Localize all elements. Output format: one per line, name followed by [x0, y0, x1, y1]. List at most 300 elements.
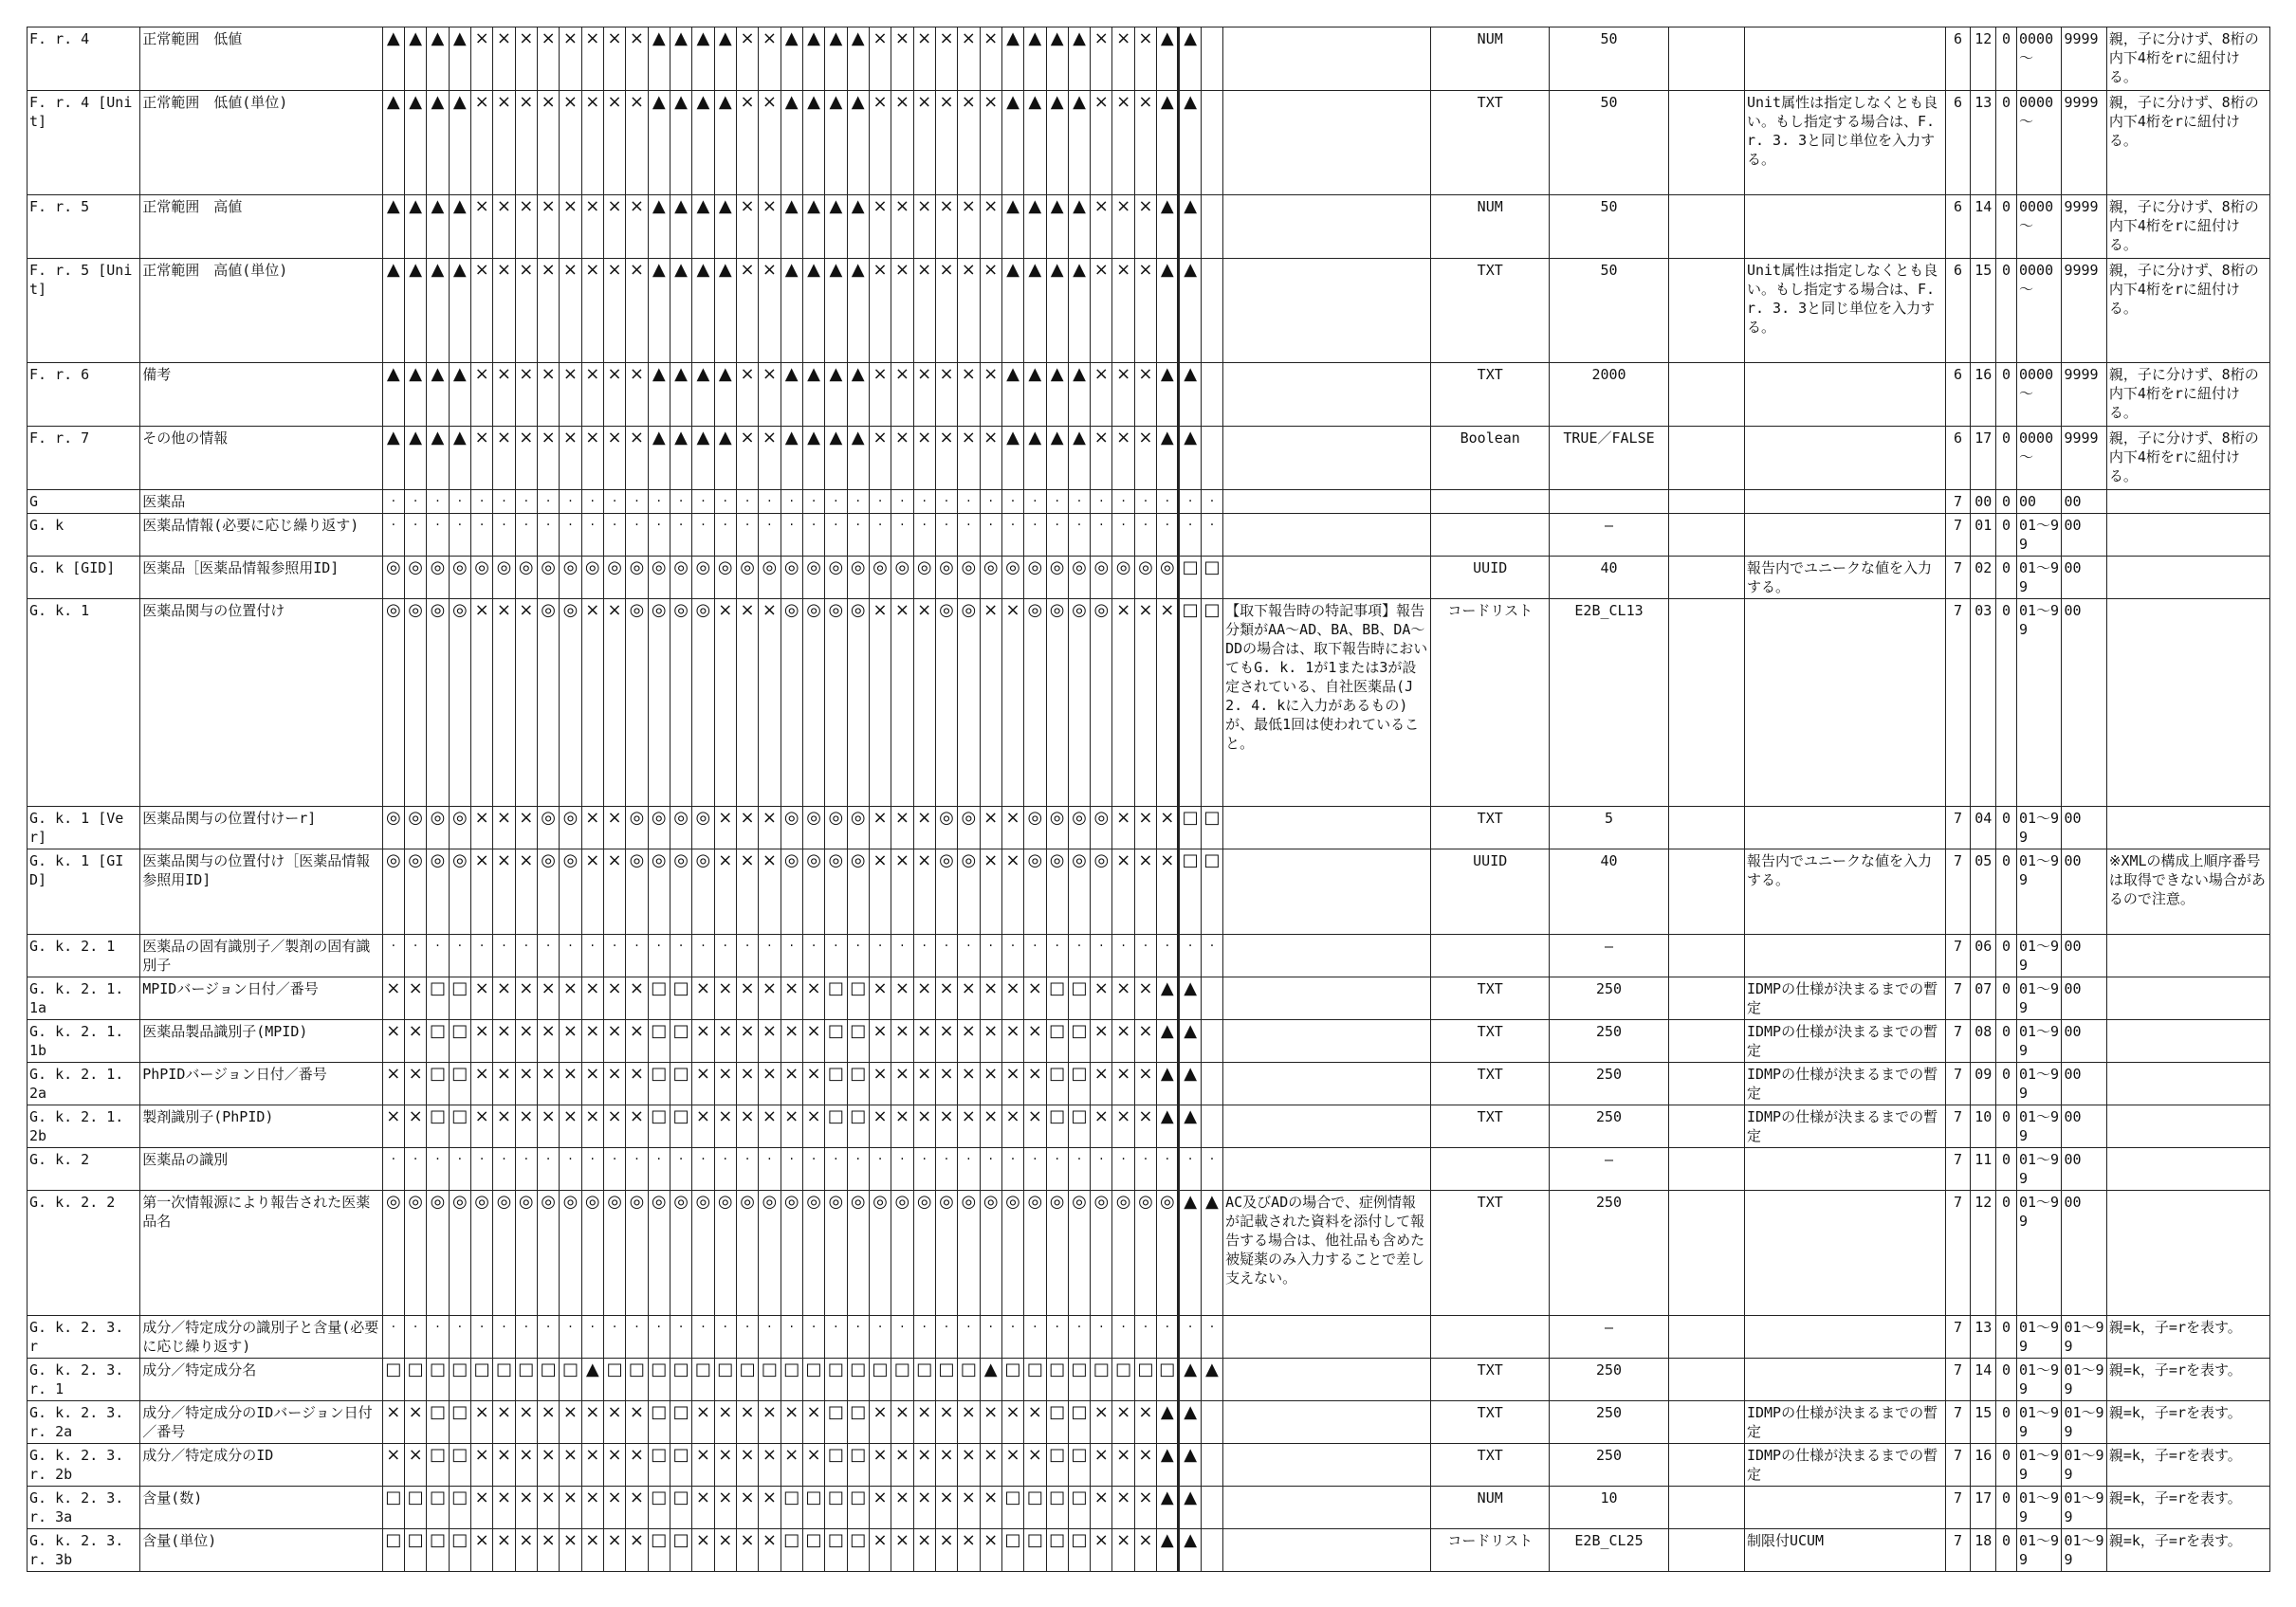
length-cell: —	[1550, 514, 1668, 557]
requirement-mark-cell: ×	[891, 1105, 913, 1148]
requirement-mark-cell: ▲	[648, 91, 670, 195]
requirement-mark-cell: ×	[626, 1105, 648, 1148]
requirement-mark-cell: ×	[515, 91, 537, 195]
requirement-mark-cell: ·	[670, 935, 691, 977]
data-type-cell: UUID	[1431, 557, 1550, 599]
requirement-mark-cell: ×	[1134, 1444, 1156, 1487]
note-cell	[1223, 977, 1431, 1020]
requirement-mark-cell: ◎	[1024, 1191, 1046, 1316]
requirement-mark-cell: ▲	[427, 27, 449, 91]
requirement-mark-cell: ×	[603, 849, 625, 935]
requirement-mark-cell: ×	[891, 1487, 913, 1529]
requirement-mark-cell: ×	[891, 1020, 913, 1063]
requirement-mark-cell: ▲	[670, 91, 691, 195]
remarks-cell	[1744, 27, 1945, 91]
requirement-mark-cell: ×	[603, 977, 625, 1020]
note-cell	[1223, 514, 1431, 557]
requirement-mark-cell: ·	[802, 935, 824, 977]
requirement-mark-cell: ◎	[537, 557, 559, 599]
requirement-mark-cell: ×	[980, 91, 1001, 195]
note-cell	[1223, 935, 1431, 977]
requirement-mark-cell: ×	[470, 1105, 492, 1148]
requirement-mark-cell: ◎	[802, 849, 824, 935]
requirement-mark-cell: ·	[404, 490, 426, 514]
requirement-mark-cell: ×	[537, 1020, 559, 1063]
length-cell: 250	[1550, 1063, 1668, 1105]
requirement-mark-cell: ◎	[382, 807, 404, 849]
requirement-mark-cell: □	[802, 1359, 824, 1401]
requirement-mark-cell: ·	[515, 1316, 537, 1359]
requirement-mark-cell: ×	[537, 195, 559, 259]
requirement-mark-cell: ×	[891, 1444, 913, 1487]
item-code-cell: G. k. 2. 3. r. 2a	[28, 1401, 140, 1444]
requirement-mark-cell: ·	[1068, 490, 1090, 514]
requirement-mark-cell: ·	[759, 1316, 781, 1359]
requirement-mark-cell: ◎	[581, 1191, 603, 1316]
requirement-mark-cell: ▲	[670, 195, 691, 259]
number-cell-3: 0	[1996, 599, 2017, 807]
requirement-mark-cell: ×	[891, 977, 913, 1020]
requirement-mark-cell: ▲	[825, 91, 847, 195]
requirement-mark-cell: □	[449, 1444, 470, 1487]
requirement-mark-cell	[1201, 195, 1222, 259]
requirement-mark-cell: ×	[958, 1063, 980, 1105]
requirement-mark-cell: ▲	[1157, 977, 1179, 1020]
requirement-mark-cell: □	[560, 1359, 581, 1401]
requirement-mark-cell: ·	[537, 490, 559, 514]
requirement-mark-cell: ·	[404, 1316, 426, 1359]
requirement-mark-cell: ×	[537, 1529, 559, 1572]
requirement-mark-cell: ×	[736, 1487, 758, 1529]
requirement-mark-cell: ×	[736, 1105, 758, 1148]
requirement-mark-cell: ◎	[560, 557, 581, 599]
requirement-mark-cell: ·	[560, 1148, 581, 1191]
number-cell-2: 02	[1971, 557, 1996, 599]
requirement-mark-cell: ▲	[1157, 1487, 1179, 1529]
requirement-mark-cell: ▲	[581, 1359, 603, 1401]
number-cell-2: 16	[1971, 363, 1996, 427]
requirement-mark-cell: ×	[626, 427, 648, 490]
requirement-mark-cell: ×	[759, 363, 781, 427]
requirement-mark-cell: ▲	[1179, 1401, 1201, 1444]
comment-cell	[2106, 1063, 2269, 1105]
requirement-mark-cell: □	[670, 1401, 691, 1444]
range-cell-1: 01～99	[2017, 1529, 2062, 1572]
requirement-mark-cell: ·	[891, 1316, 913, 1359]
remarks-cell	[1744, 490, 1945, 514]
remarks-cell: Unit属性は指定しなくとも良い。もし指定する場合は、F. r. 3. 3と同じ単位を入力する。	[1744, 91, 1945, 195]
requirement-mark-cell: ×	[560, 195, 581, 259]
length-cell: 50	[1550, 195, 1668, 259]
range-cell-1: 01～99	[2017, 1316, 2062, 1359]
requirement-mark-cell: ▲	[670, 427, 691, 490]
requirement-mark-cell: ×	[869, 599, 891, 807]
requirement-mark-cell: ×	[980, 259, 1001, 363]
requirement-mark-cell: ◎	[825, 1191, 847, 1316]
requirement-mark-cell: ×	[581, 1444, 603, 1487]
requirement-mark-cell: ·	[1179, 1316, 1201, 1359]
requirement-mark-cell: ×	[1157, 599, 1179, 807]
remarks-cell: 報告内でユニークな値を入力する。	[1744, 849, 1945, 935]
item-name-cell: その他の情報	[140, 427, 382, 490]
remarks-cell: IDMPの仕様が決まるまでの暫定	[1744, 1105, 1945, 1148]
requirement-mark-cell: ▲	[1024, 27, 1046, 91]
note-cell	[1223, 1444, 1431, 1487]
item-code-cell: G. k. 1	[28, 599, 140, 807]
requirement-mark-cell: ◎	[692, 557, 714, 599]
requirement-mark-cell: ×	[1134, 1105, 1156, 1148]
requirement-mark-cell: ×	[781, 1401, 802, 1444]
requirement-mark-cell: □	[648, 1105, 670, 1148]
requirement-mark-cell: ▲	[1157, 91, 1179, 195]
number-cell-1: 7	[1945, 1401, 1971, 1444]
remarks-cell	[1744, 807, 1945, 849]
requirement-mark-cell: ◎	[1157, 557, 1179, 599]
number-cell-1: 6	[1945, 427, 1971, 490]
requirement-mark-cell: ◎	[802, 599, 824, 807]
requirement-mark-cell: □	[1046, 1105, 1068, 1148]
requirement-mark-cell: ×	[493, 1020, 515, 1063]
requirement-mark-cell: ▲	[1179, 1020, 1201, 1063]
requirement-mark-cell: ◎	[1068, 557, 1090, 599]
requirement-mark-cell: ◎	[891, 557, 913, 599]
requirement-mark-cell: ·	[736, 935, 758, 977]
requirement-mark-cell: ·	[1157, 514, 1179, 557]
requirement-mark-cell: ·	[581, 935, 603, 977]
range-cell-1: 0000～	[2017, 27, 2062, 91]
length-cell: 250	[1550, 1020, 1668, 1063]
requirement-mark-cell: ×	[980, 977, 1001, 1020]
number-cell-2: 14	[1971, 195, 1996, 259]
requirement-mark-cell: ×	[493, 1105, 515, 1148]
requirement-mark-cell: □	[1001, 1359, 1023, 1401]
requirement-mark-cell: ·	[847, 514, 869, 557]
requirement-mark-cell: ·	[869, 1316, 891, 1359]
requirement-mark-cell: ▲	[449, 259, 470, 363]
requirement-mark-cell: ×	[560, 427, 581, 490]
requirement-mark-cell: ×	[958, 427, 980, 490]
requirement-mark-cell: ×	[404, 977, 426, 1020]
requirement-mark-cell: ◎	[1134, 1191, 1156, 1316]
requirement-mark-cell: □	[1201, 557, 1222, 599]
requirement-mark-cell: ×	[537, 1105, 559, 1148]
requirement-mark-cell: ×	[736, 427, 758, 490]
requirement-mark-cell: ×	[869, 1444, 891, 1487]
comment-cell: ※XMLの構成上順序番号は取得できない場合があるので注意。	[2106, 849, 2269, 935]
requirement-mark-cell: ◎	[935, 849, 957, 935]
data-type-cell: TXT	[1431, 1359, 1550, 1401]
requirement-mark-cell: ◎	[537, 849, 559, 935]
requirement-mark-cell: ·	[781, 490, 802, 514]
item-code-cell: G. k. 2. 3. r. 3a	[28, 1487, 140, 1529]
requirement-mark-cell: ◎	[847, 849, 869, 935]
requirement-mark-cell: □	[1068, 1487, 1090, 1529]
requirement-mark-cell: ×	[714, 1105, 736, 1148]
length-cell: 250	[1550, 977, 1668, 1020]
requirement-mark-cell: ▲	[781, 91, 802, 195]
range-cell-2: 00	[2062, 935, 2106, 977]
requirement-mark-cell: ×	[980, 363, 1001, 427]
requirement-mark-cell: ▲	[427, 427, 449, 490]
requirement-mark-cell: ×	[1091, 1444, 1112, 1487]
requirement-mark-cell: ×	[626, 1063, 648, 1105]
requirement-mark-cell: ◎	[891, 1191, 913, 1316]
requirement-mark-cell: □	[427, 1063, 449, 1105]
comment-cell: 親=k，子=rを表す。	[2106, 1444, 2269, 1487]
requirement-mark-cell: □	[1068, 1063, 1090, 1105]
requirement-mark-cell: ◎	[1046, 557, 1068, 599]
requirement-mark-cell: □	[427, 977, 449, 1020]
requirement-mark-cell: ×	[958, 259, 980, 363]
requirement-mark-cell: □	[493, 1359, 515, 1401]
range-cell-1: 01～99	[2017, 1444, 2062, 1487]
requirement-mark-cell: ·	[382, 1316, 404, 1359]
requirement-mark-cell: ◎	[404, 849, 426, 935]
number-cell-2: 16	[1971, 1444, 1996, 1487]
requirement-mark-cell: □	[648, 1063, 670, 1105]
data-type-cell: TXT	[1431, 91, 1550, 195]
requirement-mark-cell: ▲	[1201, 1359, 1222, 1401]
length-cell	[1550, 490, 1668, 514]
requirement-mark-cell: ◎	[560, 807, 581, 849]
remarks-cell: IDMPの仕様が決まるまでの暫定	[1744, 977, 1945, 1020]
requirement-mark-cell: ·	[1112, 490, 1134, 514]
requirement-mark-cell: ◎	[515, 1191, 537, 1316]
range-cell-2: 01～99	[2062, 1316, 2106, 1359]
item-name-cell: 医薬品の識別	[140, 1148, 382, 1191]
requirement-mark-cell: ◎	[626, 849, 648, 935]
comment-cell: 親，子に分けず、8桁の内下4桁をrに紐付ける。	[2106, 195, 2269, 259]
requirement-mark-cell: ×	[470, 849, 492, 935]
requirement-mark-cell: ◎	[537, 1191, 559, 1316]
requirement-mark-cell: ×	[470, 363, 492, 427]
requirement-mark-cell: ·	[847, 490, 869, 514]
requirement-mark-cell: ·	[736, 1316, 758, 1359]
requirement-mark-cell: ×	[1134, 363, 1156, 427]
number-cell-3: 0	[1996, 363, 2017, 427]
item-code-cell: G. k. 2. 1	[28, 935, 140, 977]
requirement-mark-cell: ·	[847, 935, 869, 977]
requirement-mark-cell: □	[1068, 1359, 1090, 1401]
requirement-mark-cell: ▲	[1068, 195, 1090, 259]
requirement-mark-cell: ×	[781, 1063, 802, 1105]
requirement-mark-cell: ▲	[1001, 91, 1023, 195]
requirement-mark-cell: ×	[692, 1529, 714, 1572]
requirement-mark-cell: ×	[714, 1401, 736, 1444]
requirement-mark-cell: ·	[537, 935, 559, 977]
requirement-mark-cell: ▲	[427, 91, 449, 195]
requirement-mark-cell: ×	[869, 1105, 891, 1148]
requirement-mark-cell: ·	[1112, 514, 1134, 557]
requirement-mark-cell: □	[825, 1444, 847, 1487]
range-cell-2: 01～99	[2062, 1444, 2106, 1487]
item-code-cell: G. k. 2	[28, 1148, 140, 1191]
range-cell-1: 0000～	[2017, 195, 2062, 259]
number-cell-1: 7	[1945, 1191, 1971, 1316]
item-code-cell: F. r. 5	[28, 195, 140, 259]
table-row	[28, 1063, 2270, 1105]
note-cell	[1223, 363, 1431, 427]
item-code-cell: G. k. 2. 3. r. 2b	[28, 1444, 140, 1487]
number-cell-3: 0	[1996, 27, 2017, 91]
requirement-mark-cell: ×	[913, 91, 935, 195]
requirement-mark-cell: ·	[781, 935, 802, 977]
number-cell-2: 17	[1971, 427, 1996, 490]
range-cell-2: 00	[2062, 514, 2106, 557]
requirement-mark-cell: □	[847, 1529, 869, 1572]
requirement-mark-cell: ◎	[449, 849, 470, 935]
length-cell: 250	[1550, 1401, 1668, 1444]
requirement-mark-cell: ◎	[935, 1191, 957, 1316]
requirement-mark-cell: ·	[825, 1316, 847, 1359]
requirement-mark-cell: ·	[515, 1148, 537, 1191]
requirement-mark-cell: ·	[1134, 1148, 1156, 1191]
requirement-mark-cell: ×	[980, 849, 1001, 935]
requirement-mark-cell: ×	[1091, 259, 1112, 363]
requirement-mark-cell: □	[958, 1359, 980, 1401]
requirement-mark-cell: ▲	[1179, 195, 1201, 259]
requirement-mark-cell: ▲	[1001, 363, 1023, 427]
requirement-mark-cell: □	[825, 1359, 847, 1401]
requirement-mark-cell: ·	[449, 490, 470, 514]
data-type-cell: Boolean	[1431, 427, 1550, 490]
requirement-mark-cell: ×	[759, 27, 781, 91]
requirement-mark-cell: □	[736, 1359, 758, 1401]
requirement-mark-cell: ◎	[958, 599, 980, 807]
requirement-mark-cell: □	[449, 1105, 470, 1148]
requirement-mark-cell: ◎	[1068, 599, 1090, 807]
requirement-mark-cell: ▲	[1024, 91, 1046, 195]
requirement-mark-cell: ◎	[427, 1191, 449, 1316]
requirement-mark-cell: ◎	[560, 599, 581, 807]
condition-cell	[1668, 1063, 1744, 1105]
requirement-mark-cell: ▲	[714, 195, 736, 259]
requirement-mark-cell: ◎	[935, 557, 957, 599]
requirement-mark-cell: ◎	[935, 807, 957, 849]
requirement-mark-cell: □	[1046, 1529, 1068, 1572]
requirement-mark-cell: □	[449, 1359, 470, 1401]
range-cell-1: 01～99	[2017, 1063, 2062, 1105]
requirement-mark-cell: ◎	[958, 1191, 980, 1316]
requirement-mark-cell: ×	[891, 1063, 913, 1105]
requirement-mark-cell: ▲	[980, 1359, 1001, 1401]
item-name-cell: 成分／特定成分名	[140, 1359, 382, 1401]
requirement-mark-cell: ▲	[449, 27, 470, 91]
number-cell-1: 7	[1945, 807, 1971, 849]
item-code-cell: F. r. 5 [Unit]	[28, 259, 140, 363]
requirement-mark-cell: ·	[825, 1148, 847, 1191]
requirement-mark-cell: ×	[935, 1529, 957, 1572]
requirement-mark-cell: ·	[802, 1148, 824, 1191]
requirement-mark-cell: ·	[1179, 490, 1201, 514]
requirement-mark-cell: ×	[759, 1020, 781, 1063]
requirement-mark-cell: □	[1112, 1359, 1134, 1401]
requirement-mark-cell: ·	[825, 514, 847, 557]
requirement-mark-cell: ·	[1068, 935, 1090, 977]
requirement-mark-cell: □	[847, 1401, 869, 1444]
requirement-mark-cell: ▲	[1179, 363, 1201, 427]
requirement-mark-cell: ◎	[1068, 849, 1090, 935]
requirement-mark-cell: ×	[537, 363, 559, 427]
length-cell: E2B_CL13	[1550, 599, 1668, 807]
requirement-mark-cell: ×	[891, 259, 913, 363]
requirement-mark-cell: ×	[913, 363, 935, 427]
requirement-mark-cell: ◎	[1024, 849, 1046, 935]
requirement-mark-cell	[1201, 1444, 1222, 1487]
requirement-mark-cell: ·	[1201, 514, 1222, 557]
condition-cell	[1668, 195, 1744, 259]
requirement-mark-cell: ·	[759, 514, 781, 557]
requirement-mark-cell: ×	[537, 27, 559, 91]
length-cell: 250	[1550, 1444, 1668, 1487]
requirement-mark-cell: ▲	[825, 195, 847, 259]
requirement-mark-cell: ◎	[427, 557, 449, 599]
number-cell-1: 6	[1945, 91, 1971, 195]
requirement-mark-cell: ×	[1134, 195, 1156, 259]
requirement-mark-cell: ×	[626, 363, 648, 427]
length-cell: 50	[1550, 27, 1668, 91]
table-row	[28, 195, 2270, 259]
requirement-mark-cell: ·	[958, 514, 980, 557]
requirement-mark-cell: ×	[935, 195, 957, 259]
number-cell-3: 0	[1996, 557, 2017, 599]
requirement-mark-cell: □	[825, 1020, 847, 1063]
item-name-cell: 医薬品の固有識別子／製剤の固有識別子	[140, 935, 382, 977]
requirement-mark-cell: ▲	[1157, 1063, 1179, 1105]
requirement-mark-cell: ×	[537, 427, 559, 490]
requirement-mark-cell: ·	[1179, 514, 1201, 557]
requirement-mark-cell: ×	[1091, 1020, 1112, 1063]
requirement-mark-cell: □	[825, 977, 847, 1020]
requirement-mark-cell: □	[1046, 1487, 1068, 1529]
requirement-mark-cell: ×	[493, 1529, 515, 1572]
requirement-mark-cell: ×	[493, 91, 515, 195]
range-cell-2: 00	[2062, 1063, 2106, 1105]
condition-cell	[1668, 935, 1744, 977]
requirement-mark-cell: ▲	[449, 427, 470, 490]
requirement-mark-cell: ×	[958, 1444, 980, 1487]
remarks-cell: IDMPの仕様が決まるまでの暫定	[1744, 1444, 1945, 1487]
requirement-mark-cell: ·	[891, 935, 913, 977]
requirement-mark-cell: ×	[626, 1401, 648, 1444]
requirement-mark-cell: ·	[382, 514, 404, 557]
requirement-mark-cell: ×	[1001, 599, 1023, 807]
item-code-cell: G. k. 1 [Ver]	[28, 807, 140, 849]
table-row	[28, 935, 2270, 977]
requirement-mark-cell: ×	[759, 1401, 781, 1444]
requirement-mark-cell: □	[1001, 1529, 1023, 1572]
requirement-mark-cell: ◎	[1046, 807, 1068, 849]
requirement-mark-cell: ×	[1157, 849, 1179, 935]
comment-cell: 親=k，子=rを表す。	[2106, 1359, 2269, 1401]
item-code-cell: F. r. 7	[28, 427, 140, 490]
requirement-mark-cell: ·	[493, 935, 515, 977]
requirement-mark-cell: ×	[736, 91, 758, 195]
data-type-cell: TXT	[1431, 1020, 1550, 1063]
number-cell-2: 12	[1971, 27, 1996, 91]
number-cell-3: 0	[1996, 1148, 2017, 1191]
requirement-mark-cell: ▲	[1157, 1020, 1179, 1063]
requirement-mark-cell: ×	[581, 977, 603, 1020]
requirement-mark-cell: ×	[958, 27, 980, 91]
requirement-mark-cell: ×	[1024, 1063, 1046, 1105]
requirement-mark-cell: ▲	[802, 27, 824, 91]
length-cell: —	[1550, 1148, 1668, 1191]
requirement-mark-cell: ▲	[847, 195, 869, 259]
requirement-mark-cell: ×	[581, 259, 603, 363]
number-cell-3: 0	[1996, 427, 2017, 490]
requirement-mark-cell: ◎	[980, 1191, 1001, 1316]
